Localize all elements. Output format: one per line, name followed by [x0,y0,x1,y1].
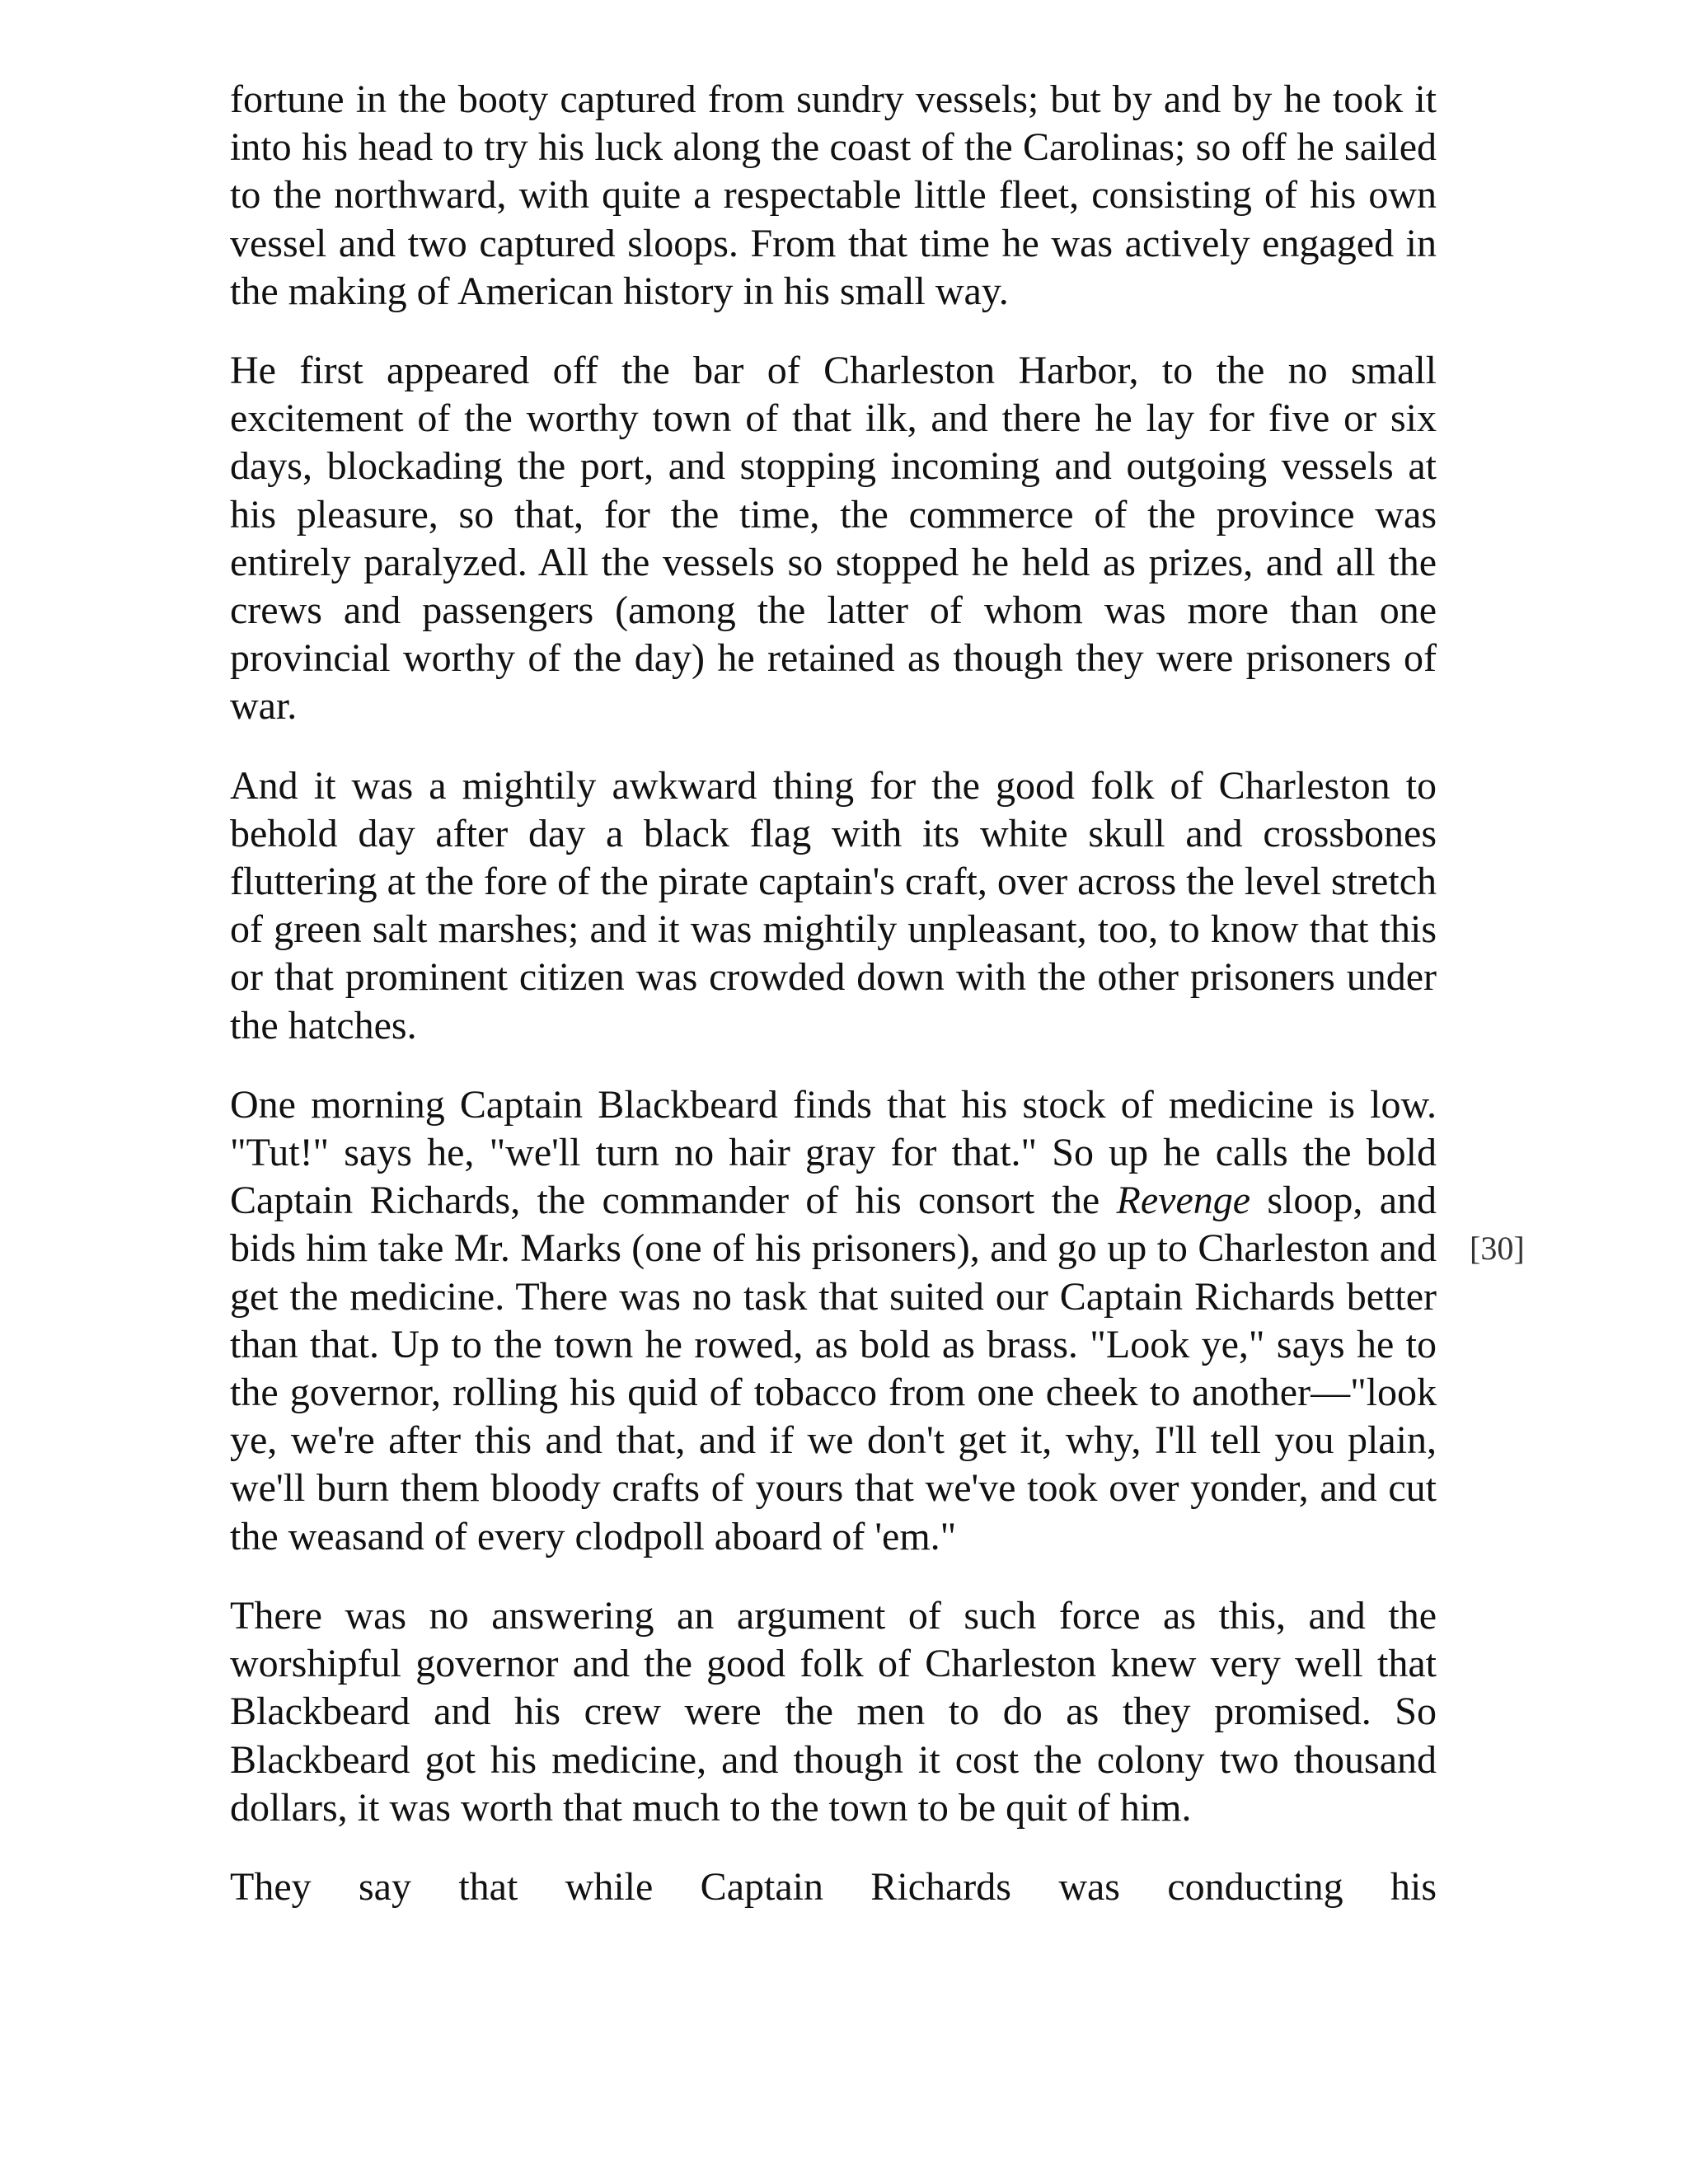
paragraph-4 [230,1081,1525,1561]
page-number-marker: [30] [1470,1230,1525,1268]
paragraph-5: There was no answering an argument of such force as this, and the worshipful governor and the good folk of Charleston knew very well that Blackbeard and his crew were the men to do as they promised. So Blackbeard got his medicine, and though it cost the colony two thousand dollars, it was worth that much to the town to be quit of him. [230,1593,1437,1830]
ship-name-italic: Revenge [1116,1179,1251,1223]
paragraph-1: fortune in the booty captured from sundry vessels; but by and by he took it into his head to try his luck along the coast of the Carolinas; so off he sailed to the northward, with quite a respectable little fleet, consisting of his own vessel and two captured sloops. From that time he was actively engaged in the making of American history in his small way. [230,77,1437,313]
document-page [230,76,1525,1911]
paragraph-4-text-before-italic: One morning Captain Blackbeard finds that his stock of medicine is low. "Tut!" says he, "we'll turn no hair gray for that." So up he calls the bold Captain Richards, the commander of his consort the [230,1082,1437,1223]
paragraph-4-text-after-italic: sloop, and bids him take Mr. Marks (one of his prisoners), and go up to Charleston and get the medicine. There was no task that suited our Captain Richards better than that. Up to the town he rowed, as bold as brass. "Look ye," says he to the governor, rolling his quid of tobacco from one cheek to another—"look ye, we're after this and that, and if we don't get it, why, I'll tell you plain, we'll burn them bloody crafts of yours that we've took over yonder, and cut the weasand of every clodpoll aboard of 'em." [230,1179,1437,1558]
paragraph-6: They say that while Captain Richards was conducting his [230,1864,1437,1909]
paragraph-2: He first appeared off the bar of Charleston Harbor, to the no small excitement of the worthy town of that ilk, and there he lay for five or six days, blockading the port, and stopping incoming and outgoing vessels at his pleasure, so that, for the time, the commerce of the province was entirely paralyzed. All the vessels so stopped he held as prizes, and all the crews and passengers (among the latter of whom was more than one provincial worthy of the day) he retained as though they were prisoners of war. [230,349,1437,729]
paragraph-3: And it was a mightily awkward thing for the good folk of Charleston to behold day after day a black flag with its white skull and crossbones fluttering at the fore of the pirate captain's craft, over across the level stretch of green salt marshes; and it was mightily unpleasant, too, to know that this or that prominent citizen was crowded down with the other prisoners under the hatches. [230,763,1437,1047]
